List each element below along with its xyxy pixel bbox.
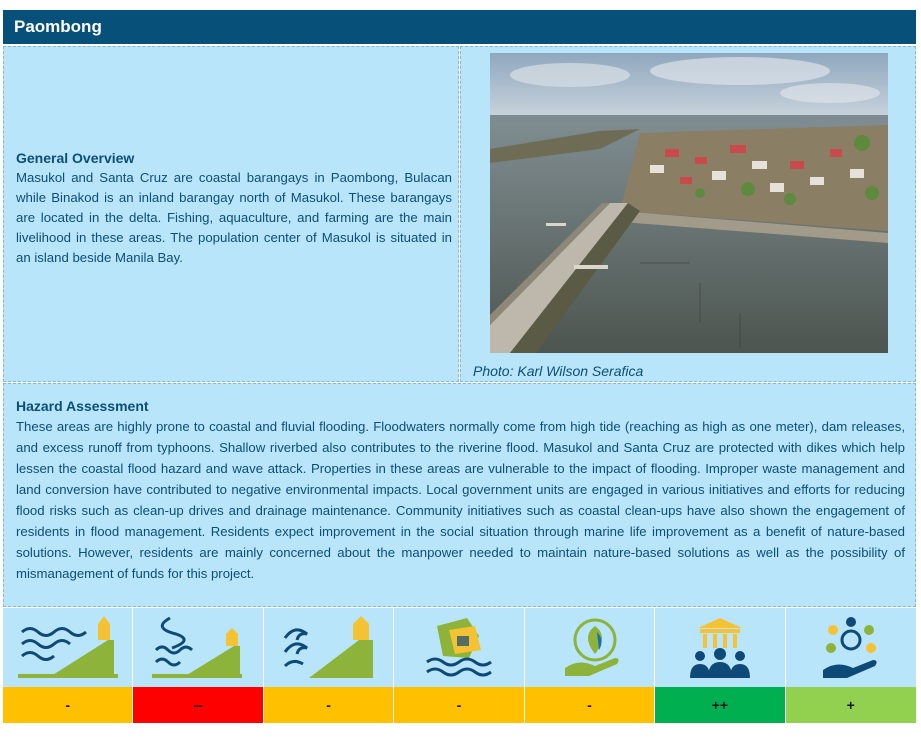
rating-cell: - [3, 687, 133, 723]
government-community-icon [670, 616, 770, 680]
rating-cell: - [394, 687, 524, 723]
hazard-heading: Hazard Assessment [16, 398, 149, 414]
environment-care-icon [539, 616, 639, 680]
rating-cell: + [786, 687, 916, 723]
indicator-ratings [3, 687, 916, 723]
rating-cell: - [264, 687, 394, 723]
wave-attack-icon [279, 616, 379, 680]
coastal-flood-icon [18, 616, 118, 680]
photo-section [460, 46, 916, 382]
overview-heading: General Overview [16, 150, 135, 166]
indicator-cell [394, 607, 524, 687]
overview-text: Masukol and Santa Cruz are coastal barangays in Paombong, Bulacan while Binakod is an inland barangay north of Masukol. These barangays are located in the delta. Fishing, aquaculture, and farming are the main livelihood in these areas. The population center of Masukol is situated in an island beside Manila Bay. [16, 170, 452, 265]
rating-cell: ++ [655, 687, 785, 723]
profile-card [3, 10, 916, 724]
rating-cell: - [525, 687, 655, 723]
indicator-cell [264, 607, 394, 687]
indicator-cell [655, 607, 785, 687]
indicator-cell [525, 607, 655, 687]
indicator-cell [786, 607, 916, 687]
rating-cell: -- [133, 687, 263, 723]
riverine-flood-icon [148, 616, 248, 680]
social-circle-icon [801, 616, 901, 680]
indicator-cell [133, 607, 263, 687]
indicator-cell [3, 607, 133, 687]
aerial-photo [490, 53, 888, 353]
photo-caption: Photo: Karl Wilson Serafica [473, 363, 644, 379]
hazard-text: These areas are highly prone to coastal and fluvial flooding. Floodwaters normally come from high tide (reaching as high as one meter), dam releases, and excess runoff from typhoons. Shallow riverbed also contributes to the riverine flood. Masukol and Santa Cruz are protected with dikes which help lessen the coastal flood hazard and wave attack. Properties in these areas are vulnerable to the impact of flooding. Improper waste management and land conversion have contributed to negative environmental impacts. Local government units are engaged in various initiatives and efforts for reducing flood risks such as clean-up drives and drainage maintenance. Community initiatives such as coastal clean-ups have also shown the engagement of residents in flood management. Residents expect improvement in the social situation through marine life improvement as a benefit of nature-based solutions. However, residents are mainly concerned about the manpower needed to maintain nature-based solutions as well as the possibility of mismanagement of funds for this project. [16, 419, 905, 581]
indicator-icons [3, 607, 916, 687]
hazard-section [3, 383, 916, 607]
page-title: Paombong [3, 10, 916, 44]
overview-section [3, 46, 459, 382]
waste-pollution-icon [409, 616, 509, 680]
